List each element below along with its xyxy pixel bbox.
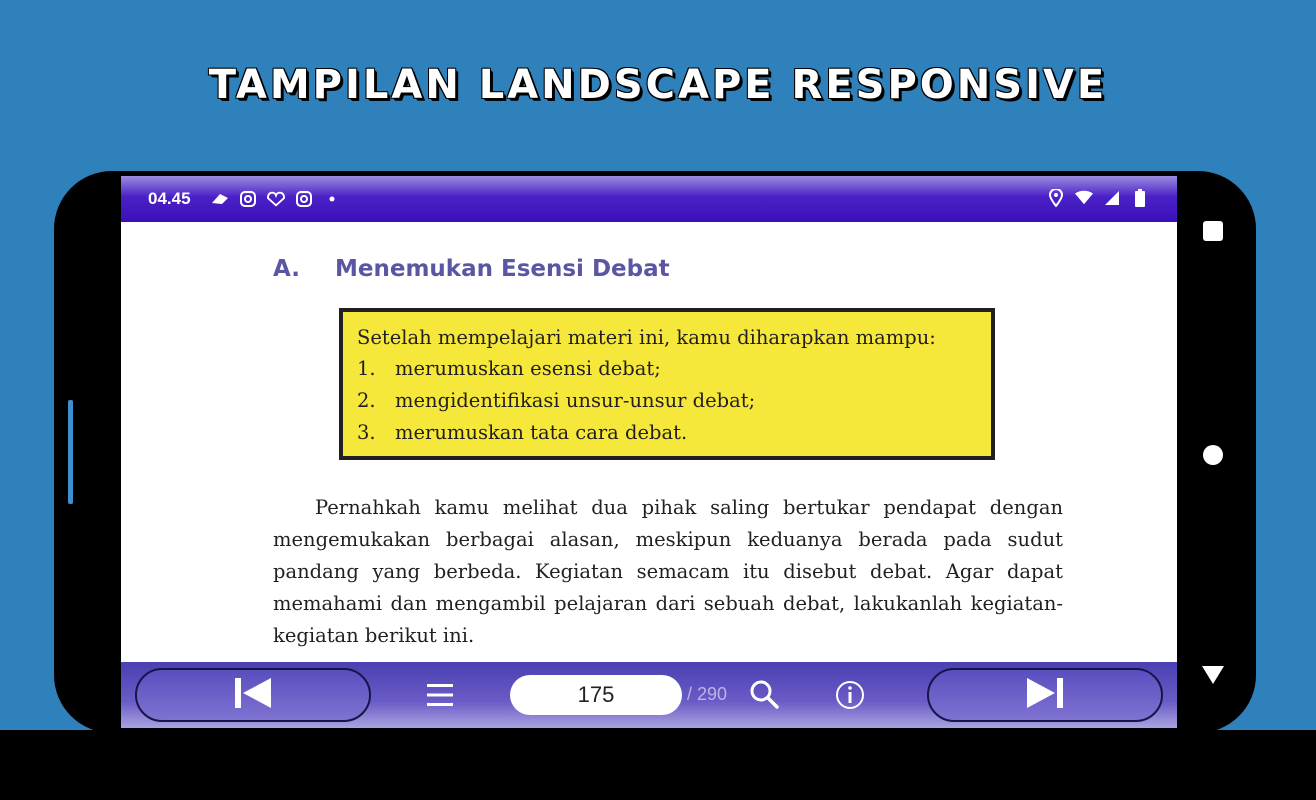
book-page [121,222,1177,662]
bottom-black-strip [0,730,1316,800]
location-icon [1047,189,1065,207]
notification-icon [211,190,229,208]
section-title: Menemukan Esensi Debat [335,256,670,282]
previous-page-button[interactable] [135,668,371,722]
goal-item [357,353,991,385]
goal-text: merumuskan esensi debat; [395,357,661,380]
battery-icon [1131,189,1149,207]
back-icon[interactable] [1202,666,1224,684]
info-icon[interactable] [835,680,865,710]
menu-icon[interactable] [427,683,453,707]
search-icon[interactable] [749,679,779,709]
instagram-icon [295,190,313,208]
status-icons-right [1047,189,1149,207]
signal-icon [1103,189,1121,207]
banner-title: TAMPILAN LANDSCAPE RESPONSIVE [208,62,1108,108]
status-time: 04.45 [148,189,191,208]
section-letter: A. [273,256,300,282]
lazada-icon [267,190,285,208]
home-icon[interactable] [1203,445,1223,465]
next-page-icon [1025,677,1065,713]
reader-toolbar [121,662,1177,728]
body-paragraph: Pernahkah kamu melihat dua pihak saling bertukar pendapat dengan mengemukakan berbagai alasan, meskipun keduanya berada pada sudut pandang yang berbeda. Kegiatan semacam itu disebut debat. Agar dapat memahami dan mengambil pelajaran dari sebuah debat, lakukanlah kegiatan-kegiatan berikut ini. [273,496,1063,647]
section-heading [273,256,670,282]
next-page-button[interactable] [927,668,1163,722]
page-number-input[interactable] [510,675,682,715]
phone-screen [121,176,1177,728]
previous-page-icon [233,677,273,713]
status-bar [121,176,1177,222]
instagram-icon [239,190,257,208]
dot-icon [323,190,341,208]
wifi-icon [1075,189,1093,207]
goal-number: 3. [357,421,376,444]
goal-number: 1. [357,357,376,380]
goal-item [357,385,991,417]
goal-text: mengidentifikasi unsur-unsur debat; [395,389,756,412]
goal-item [357,417,991,449]
goals-intro: Setelah mempelajari materi ini, kamu diharapkan mampu: [357,326,936,349]
recent-apps-icon[interactable] [1203,221,1223,241]
status-icons-left [211,190,341,208]
learning-goals-box [339,308,995,460]
page-total: / 290 [687,684,728,704]
goal-number: 2. [357,389,376,412]
goal-text: merumuskan tata cara debat. [395,421,688,444]
phone-side-button [68,400,73,504]
